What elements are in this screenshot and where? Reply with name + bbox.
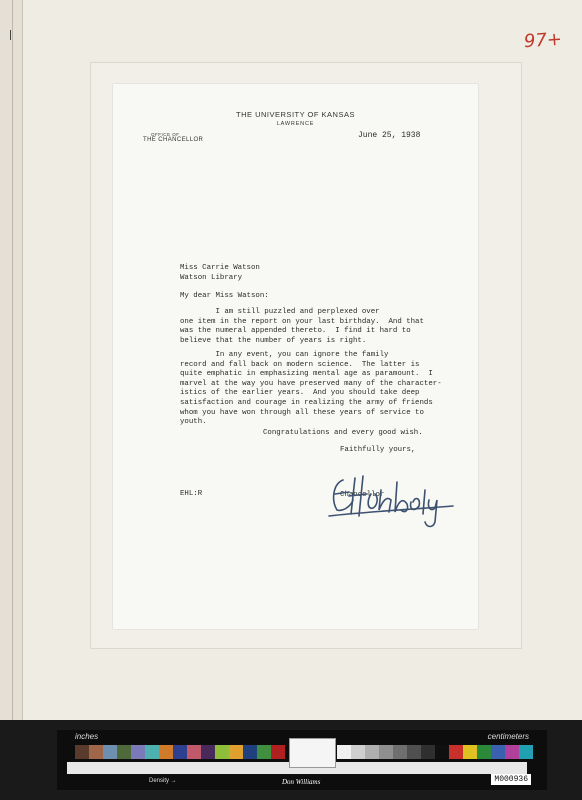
gray-swatch	[449, 745, 463, 759]
letter-sheet	[113, 84, 478, 629]
color-swatch	[201, 745, 215, 759]
body-paragraph-1: I am still puzzled and perplexed over one item in the report on your last birthday. And that was the numeral appended thereto. I find it hard to believe that the number of years is right.	[180, 308, 424, 345]
handwritten-signature	[323, 470, 463, 530]
gray-swatch	[365, 745, 379, 759]
gray-swatches	[337, 745, 533, 759]
gray-swatch	[435, 745, 449, 759]
color-swatch	[89, 745, 103, 759]
gray-swatch	[351, 745, 365, 759]
gray-swatch	[379, 745, 393, 759]
density-label: Density →	[149, 778, 177, 784]
letter-date: June 25, 1938	[358, 131, 421, 140]
color-swatch	[229, 745, 243, 759]
color-swatch	[145, 745, 159, 759]
color-calibration-bar	[57, 730, 547, 790]
color-swatch	[103, 745, 117, 759]
gray-swatch	[393, 745, 407, 759]
complimentary-close: Faithfully yours,	[340, 446, 416, 454]
letterhead-institution: THE UNIVERSITY OF KANSAS	[236, 110, 355, 119]
centimeters-label: centimeters	[487, 732, 529, 741]
gray-swatch	[505, 745, 519, 759]
salutation: My dear Miss Watson:	[180, 292, 269, 300]
color-swatch	[117, 745, 131, 759]
typist-initials: EHL:R	[180, 490, 203, 498]
color-swatch	[187, 745, 201, 759]
color-swatch	[271, 745, 285, 759]
spine-fold-line	[12, 0, 13, 720]
color-swatch	[173, 745, 187, 759]
gray-swatch	[477, 745, 491, 759]
recipient-location: Watson Library	[180, 273, 243, 282]
ruler-center-target	[289, 738, 336, 768]
color-swatch	[257, 745, 271, 759]
closing-line: Congratulations and every good wish.	[263, 429, 423, 437]
gray-swatch	[463, 745, 477, 759]
archive-id: M000936	[491, 774, 531, 785]
color-swatch	[159, 745, 173, 759]
office-of-label: OFFICE OF	[151, 132, 180, 137]
letterhead-office	[143, 132, 203, 143]
gray-swatch	[519, 745, 533, 759]
gray-swatch	[337, 745, 351, 759]
recipient-address	[180, 264, 260, 283]
color-swatches	[75, 745, 285, 759]
gray-swatch	[491, 745, 505, 759]
signer-title: Chancellor	[340, 491, 385, 499]
office-name: THE CHANCELLOR	[143, 137, 204, 143]
recipient-name: Miss Carrie Watson	[180, 264, 260, 272]
brand-label: Don Williams	[282, 778, 321, 786]
page-number-annotation: 97+	[523, 28, 563, 53]
color-swatch	[75, 745, 89, 759]
binding-spine	[0, 0, 23, 720]
binding-mark	[10, 30, 17, 40]
gray-swatch	[407, 745, 421, 759]
letterhead-city: LAWRENCE	[276, 121, 315, 127]
color-swatch	[215, 745, 229, 759]
color-swatch	[131, 745, 145, 759]
color-swatch	[243, 745, 257, 759]
inches-label: inches	[75, 732, 99, 741]
body-paragraph-2: In any event, you can ignore the family record and fall back on modern science. The latter is quite emphatic in emphasizing mental age as paramount. I marvel at the way you have preserved many of the character- istics of the earlier years. And you should take deep satisfaction and courage in realizing the army of friends whom you have won through all these years of service to youth.	[180, 351, 442, 427]
gray-swatch	[421, 745, 435, 759]
